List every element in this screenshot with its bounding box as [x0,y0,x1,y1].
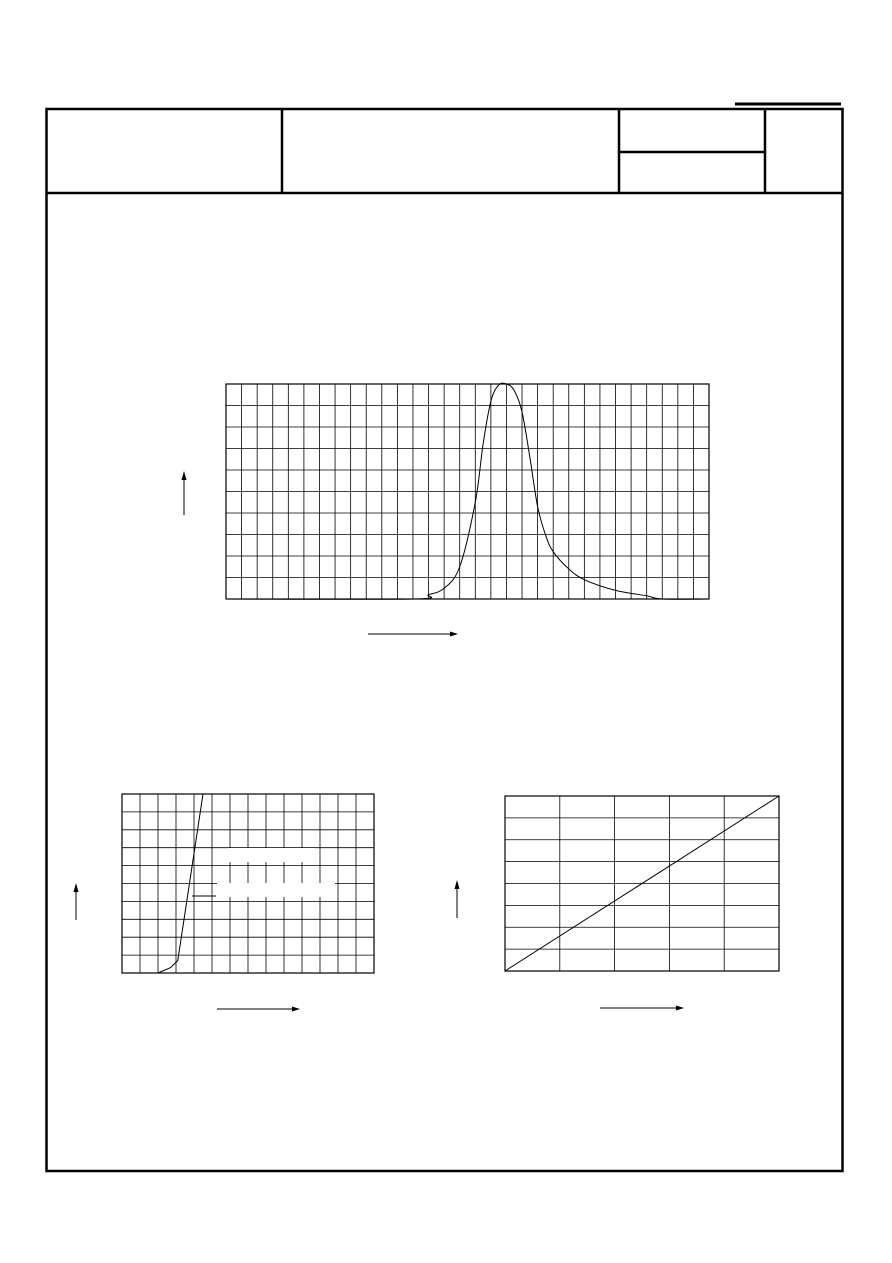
iv-x-arrow [217,1007,300,1012]
spectrum-chart [226,383,709,599]
intensity-chart [505,796,779,971]
iv-annotation-box-top [229,848,315,862]
spectrum-grid [226,384,709,599]
intensity-x-arrow [600,1006,684,1011]
page-border [47,109,843,1171]
spectrum-y-arrow [182,471,187,515]
iv-annotation-box-bottom [217,883,335,897]
spectrum-x-arrow [368,632,458,637]
iv-curve-chart [122,794,374,973]
iv-y-arrow [74,883,79,920]
intensity-y-arrow [455,880,460,918]
